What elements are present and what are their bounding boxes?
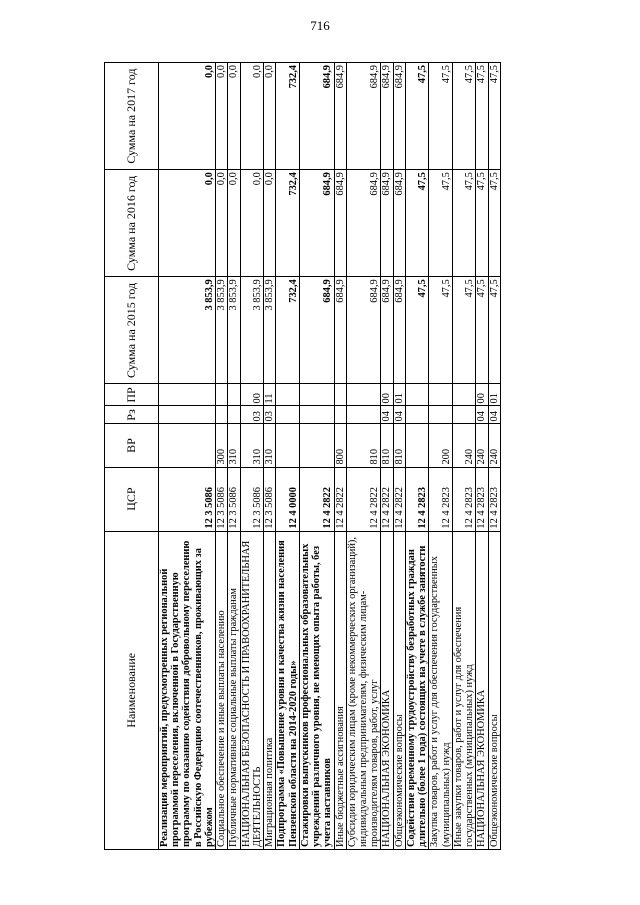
row-sum-2016-cell: 684,9	[346, 170, 381, 277]
row-sum-2016-cell: 47,5	[488, 170, 500, 277]
row-vr-cell: 310	[228, 424, 240, 467]
row-rz-cell: 04	[381, 406, 393, 424]
row-pr-cell	[276, 384, 299, 406]
rotated-page-area	[104, 62, 559, 850]
row-sum-2016-cell: 0,0	[240, 170, 263, 277]
table-row	[228, 63, 240, 850]
row-csr-cell: 12 4 2822	[381, 467, 393, 531]
row-pr-cell	[334, 384, 346, 406]
row-sum-2015-cell: 47,5	[476, 277, 488, 384]
row-csr-cell: 12 3 5086	[240, 467, 263, 531]
row-sum-2017-cell: 684,9	[299, 63, 334, 170]
row-csr-cell: 12 4 2823	[405, 467, 428, 531]
row-csr-cell: 12 4 2822	[393, 467, 405, 531]
header-sum-2016: Сумма на 2016 год	[105, 170, 159, 277]
table-row	[159, 63, 216, 850]
row-csr-cell: 12 4 2822	[299, 467, 334, 531]
row-sum-2017-cell: 732,4	[276, 63, 299, 170]
row-sum-2017-cell: 0,0	[216, 63, 228, 170]
table-row	[429, 63, 452, 850]
row-sum-2016-cell: 0,0	[228, 170, 240, 277]
row-sum-2017-cell: 0,0	[159, 63, 216, 170]
row-sum-2017-cell: 0,0	[264, 63, 276, 170]
row-rz-cell: 04	[488, 406, 500, 424]
row-csr-cell: 12 4 0000	[276, 467, 299, 531]
row-rz-cell	[346, 406, 381, 424]
row-sum-2017-cell: 47,5	[405, 63, 428, 170]
row-sum-2016-cell: 0,0	[159, 170, 216, 277]
row-sum-2017-cell: 47,5	[429, 63, 452, 170]
row-name-cell: НАЦИОНАЛЬНАЯ БЕЗОПАСНОСТЬ И ПРАВООХРАНИТЕЛЬНАЯ ДЕЯТЕЛЬНОСТЬ	[240, 531, 263, 849]
row-sum-2017-cell: 47,5	[476, 63, 488, 170]
row-sum-2017-cell: 0,0	[228, 63, 240, 170]
row-name-cell: НАЦИОНАЛЬНАЯ ЭКОНОМИКА	[381, 531, 393, 849]
row-sum-2015-cell: 47,5	[452, 277, 475, 384]
row-sum-2017-cell: 684,9	[393, 63, 405, 170]
table-row	[346, 63, 381, 850]
row-vr-cell: 310	[240, 424, 263, 467]
row-rz-cell	[429, 406, 452, 424]
row-rz-cell	[334, 406, 346, 424]
row-csr-cell: 12 4 2823	[476, 467, 488, 531]
row-name-cell: Содействие временному трудоустройству безработных граждан длительно (более 1 года) состоящих на учете в службе занятости	[405, 531, 428, 849]
row-sum-2015-cell: 684,9	[299, 277, 334, 384]
table-row	[334, 63, 346, 850]
row-pr-cell: 00	[240, 384, 263, 406]
row-sum-2015-cell: 732,4	[276, 277, 299, 384]
row-sum-2016-cell: 684,9	[299, 170, 334, 277]
row-name-cell: НАЦИОНАЛЬНАЯ ЭКОНОМИКА	[476, 531, 488, 849]
table-row	[276, 63, 299, 850]
header-pr: ПР	[105, 384, 159, 406]
row-pr-cell	[405, 384, 428, 406]
row-sum-2015-cell: 684,9	[334, 277, 346, 384]
row-name-cell: Субсидии юридическим лицам (кроме некоммерческих организаций), индивидуальным предпринимателям, физическим лицам-производителям товаров, работ, услуг	[346, 531, 381, 849]
row-sum-2015-cell: 3 853,9	[264, 277, 276, 384]
row-name-cell: Публичные нормативные социальные выплаты гражданам	[228, 531, 240, 849]
table-row	[240, 63, 263, 850]
row-sum-2016-cell: 47,5	[476, 170, 488, 277]
row-vr-cell: 240	[476, 424, 488, 467]
row-csr-cell: 12 3 5086	[228, 467, 240, 531]
row-sum-2016-cell: 47,5	[452, 170, 475, 277]
row-pr-cell: 00	[381, 384, 393, 406]
row-sum-2015-cell: 684,9	[381, 277, 393, 384]
row-sum-2015-cell: 3 853,9	[240, 277, 263, 384]
header-sum-2017: Сумма на 2017 год	[105, 63, 159, 170]
page-number: 716	[310, 18, 330, 33]
row-sum-2016-cell: 732,4	[276, 170, 299, 277]
table-header-row	[105, 63, 159, 850]
row-sum-2015-cell: 3 853,9	[228, 277, 240, 384]
row-sum-2016-cell: 47,5	[429, 170, 452, 277]
row-vr-cell	[299, 424, 334, 467]
table-row	[299, 63, 334, 850]
row-csr-cell: 12 3 5086	[264, 467, 276, 531]
row-vr-cell: 300	[216, 424, 228, 467]
row-vr-cell	[405, 424, 428, 467]
row-csr-cell: 12 4 2823	[452, 467, 475, 531]
row-sum-2015-cell: 47,5	[429, 277, 452, 384]
table-body	[159, 63, 501, 850]
row-sum-2017-cell: 684,9	[334, 63, 346, 170]
row-name-cell: Миграционная политика	[264, 531, 276, 849]
row-sum-2016-cell: 684,9	[381, 170, 393, 277]
table-row	[264, 63, 276, 850]
row-sum-2016-cell: 0,0	[264, 170, 276, 277]
header-name: Наименование	[105, 531, 159, 849]
row-name-cell: Социальное обеспечение и иные выплаты населению	[216, 531, 228, 849]
row-pr-cell: 01	[393, 384, 405, 406]
budget-table	[104, 62, 501, 850]
row-vr-cell: 800	[334, 424, 346, 467]
row-csr-cell: 12 4 2822	[346, 467, 381, 531]
row-csr-cell: 12 4 2823	[488, 467, 500, 531]
row-pr-cell: 11	[264, 384, 276, 406]
table-row	[216, 63, 228, 850]
row-vr-cell: 240	[452, 424, 475, 467]
row-name-cell: Закупка товаров, работ и услуг для обеспечения государственных (муниципальных) нужд	[429, 531, 452, 849]
row-sum-2016-cell: 684,9	[393, 170, 405, 277]
row-name-cell: Общеэкономические вопросы	[393, 531, 405, 849]
row-pr-cell	[216, 384, 228, 406]
row-rz-cell	[405, 406, 428, 424]
row-sum-2017-cell: 47,5	[488, 63, 500, 170]
row-pr-cell: 01	[488, 384, 500, 406]
row-vr-cell: 310	[264, 424, 276, 467]
row-rz-cell	[159, 406, 216, 424]
table-row	[405, 63, 428, 850]
row-rz-cell	[228, 406, 240, 424]
row-name-cell: Реализация мероприятий, предусмотренных региональной программой переселения, включенной в Государственную программу по оказанию содействия добровольному переселению в Российскую Федерацию соотечественников, проживающих за рубежом	[159, 531, 216, 849]
row-vr-cell: 240	[488, 424, 500, 467]
row-rz-cell	[299, 406, 334, 424]
row-sum-2015-cell: 47,5	[405, 277, 428, 384]
row-sum-2015-cell: 684,9	[393, 277, 405, 384]
row-sum-2017-cell: 684,9	[381, 63, 393, 170]
row-rz-cell	[452, 406, 475, 424]
row-pr-cell	[228, 384, 240, 406]
row-rz-cell	[276, 406, 299, 424]
header-rz: Рз	[105, 406, 159, 424]
row-csr-cell: 12 3 5086	[159, 467, 216, 531]
table-row	[381, 63, 393, 850]
row-sum-2016-cell: 47,5	[405, 170, 428, 277]
row-csr-cell: 12 4 2822	[334, 467, 346, 531]
table-row	[476, 63, 488, 850]
landscape-table-wrapper	[104, 62, 559, 850]
row-name-cell: Стажировки выпускников профессиональных образовательных учреждений различного уровня, не имеющих опыта работы, без учета наставников	[299, 531, 334, 849]
row-rz-cell: 04	[393, 406, 405, 424]
row-vr-cell: 810	[393, 424, 405, 467]
row-pr-cell: 00	[476, 384, 488, 406]
row-vr-cell: 200	[429, 424, 452, 467]
row-vr-cell	[276, 424, 299, 467]
row-pr-cell	[299, 384, 334, 406]
row-pr-cell	[346, 384, 381, 406]
row-name-cell: Подпрограмма «Повышение уровня и качества жизни населения Пензенской области на 2014-2020 годы»	[276, 531, 299, 849]
row-sum-2015-cell: 47,5	[488, 277, 500, 384]
row-name-cell: Общеэкономические вопросы	[488, 531, 500, 849]
row-rz-cell: 03	[240, 406, 263, 424]
row-rz-cell: 04	[476, 406, 488, 424]
header-vr: ВР	[105, 424, 159, 467]
row-vr-cell	[159, 424, 216, 467]
row-sum-2017-cell: 684,9	[346, 63, 381, 170]
row-vr-cell: 810	[346, 424, 381, 467]
row-sum-2016-cell: 684,9	[334, 170, 346, 277]
row-pr-cell	[159, 384, 216, 406]
row-rz-cell	[216, 406, 228, 424]
table-row	[488, 63, 500, 850]
row-name-cell: Иные закупки товаров, работ и услуг для обеспечения государственных (муниципальных) нужд	[452, 531, 475, 849]
row-sum-2017-cell: 0,0	[240, 63, 263, 170]
row-sum-2015-cell: 3 853,9	[216, 277, 228, 384]
row-pr-cell	[429, 384, 452, 406]
row-sum-2017-cell: 47,5	[452, 63, 475, 170]
header-sum-2015: Сумма на 2015 год	[105, 277, 159, 384]
table-row	[393, 63, 405, 850]
row-csr-cell: 12 3 5086	[216, 467, 228, 531]
row-csr-cell: 12 4 2823	[429, 467, 452, 531]
row-sum-2015-cell: 684,9	[346, 277, 381, 384]
row-sum-2015-cell: 3 853,9	[159, 277, 216, 384]
row-pr-cell	[452, 384, 475, 406]
table-row	[452, 63, 475, 850]
row-sum-2016-cell: 0,0	[216, 170, 228, 277]
row-vr-cell: 810	[381, 424, 393, 467]
row-name-cell: Иные бюджетные ассигнования	[334, 531, 346, 849]
header-csr: ЦСР	[105, 467, 159, 531]
row-rz-cell: 03	[264, 406, 276, 424]
